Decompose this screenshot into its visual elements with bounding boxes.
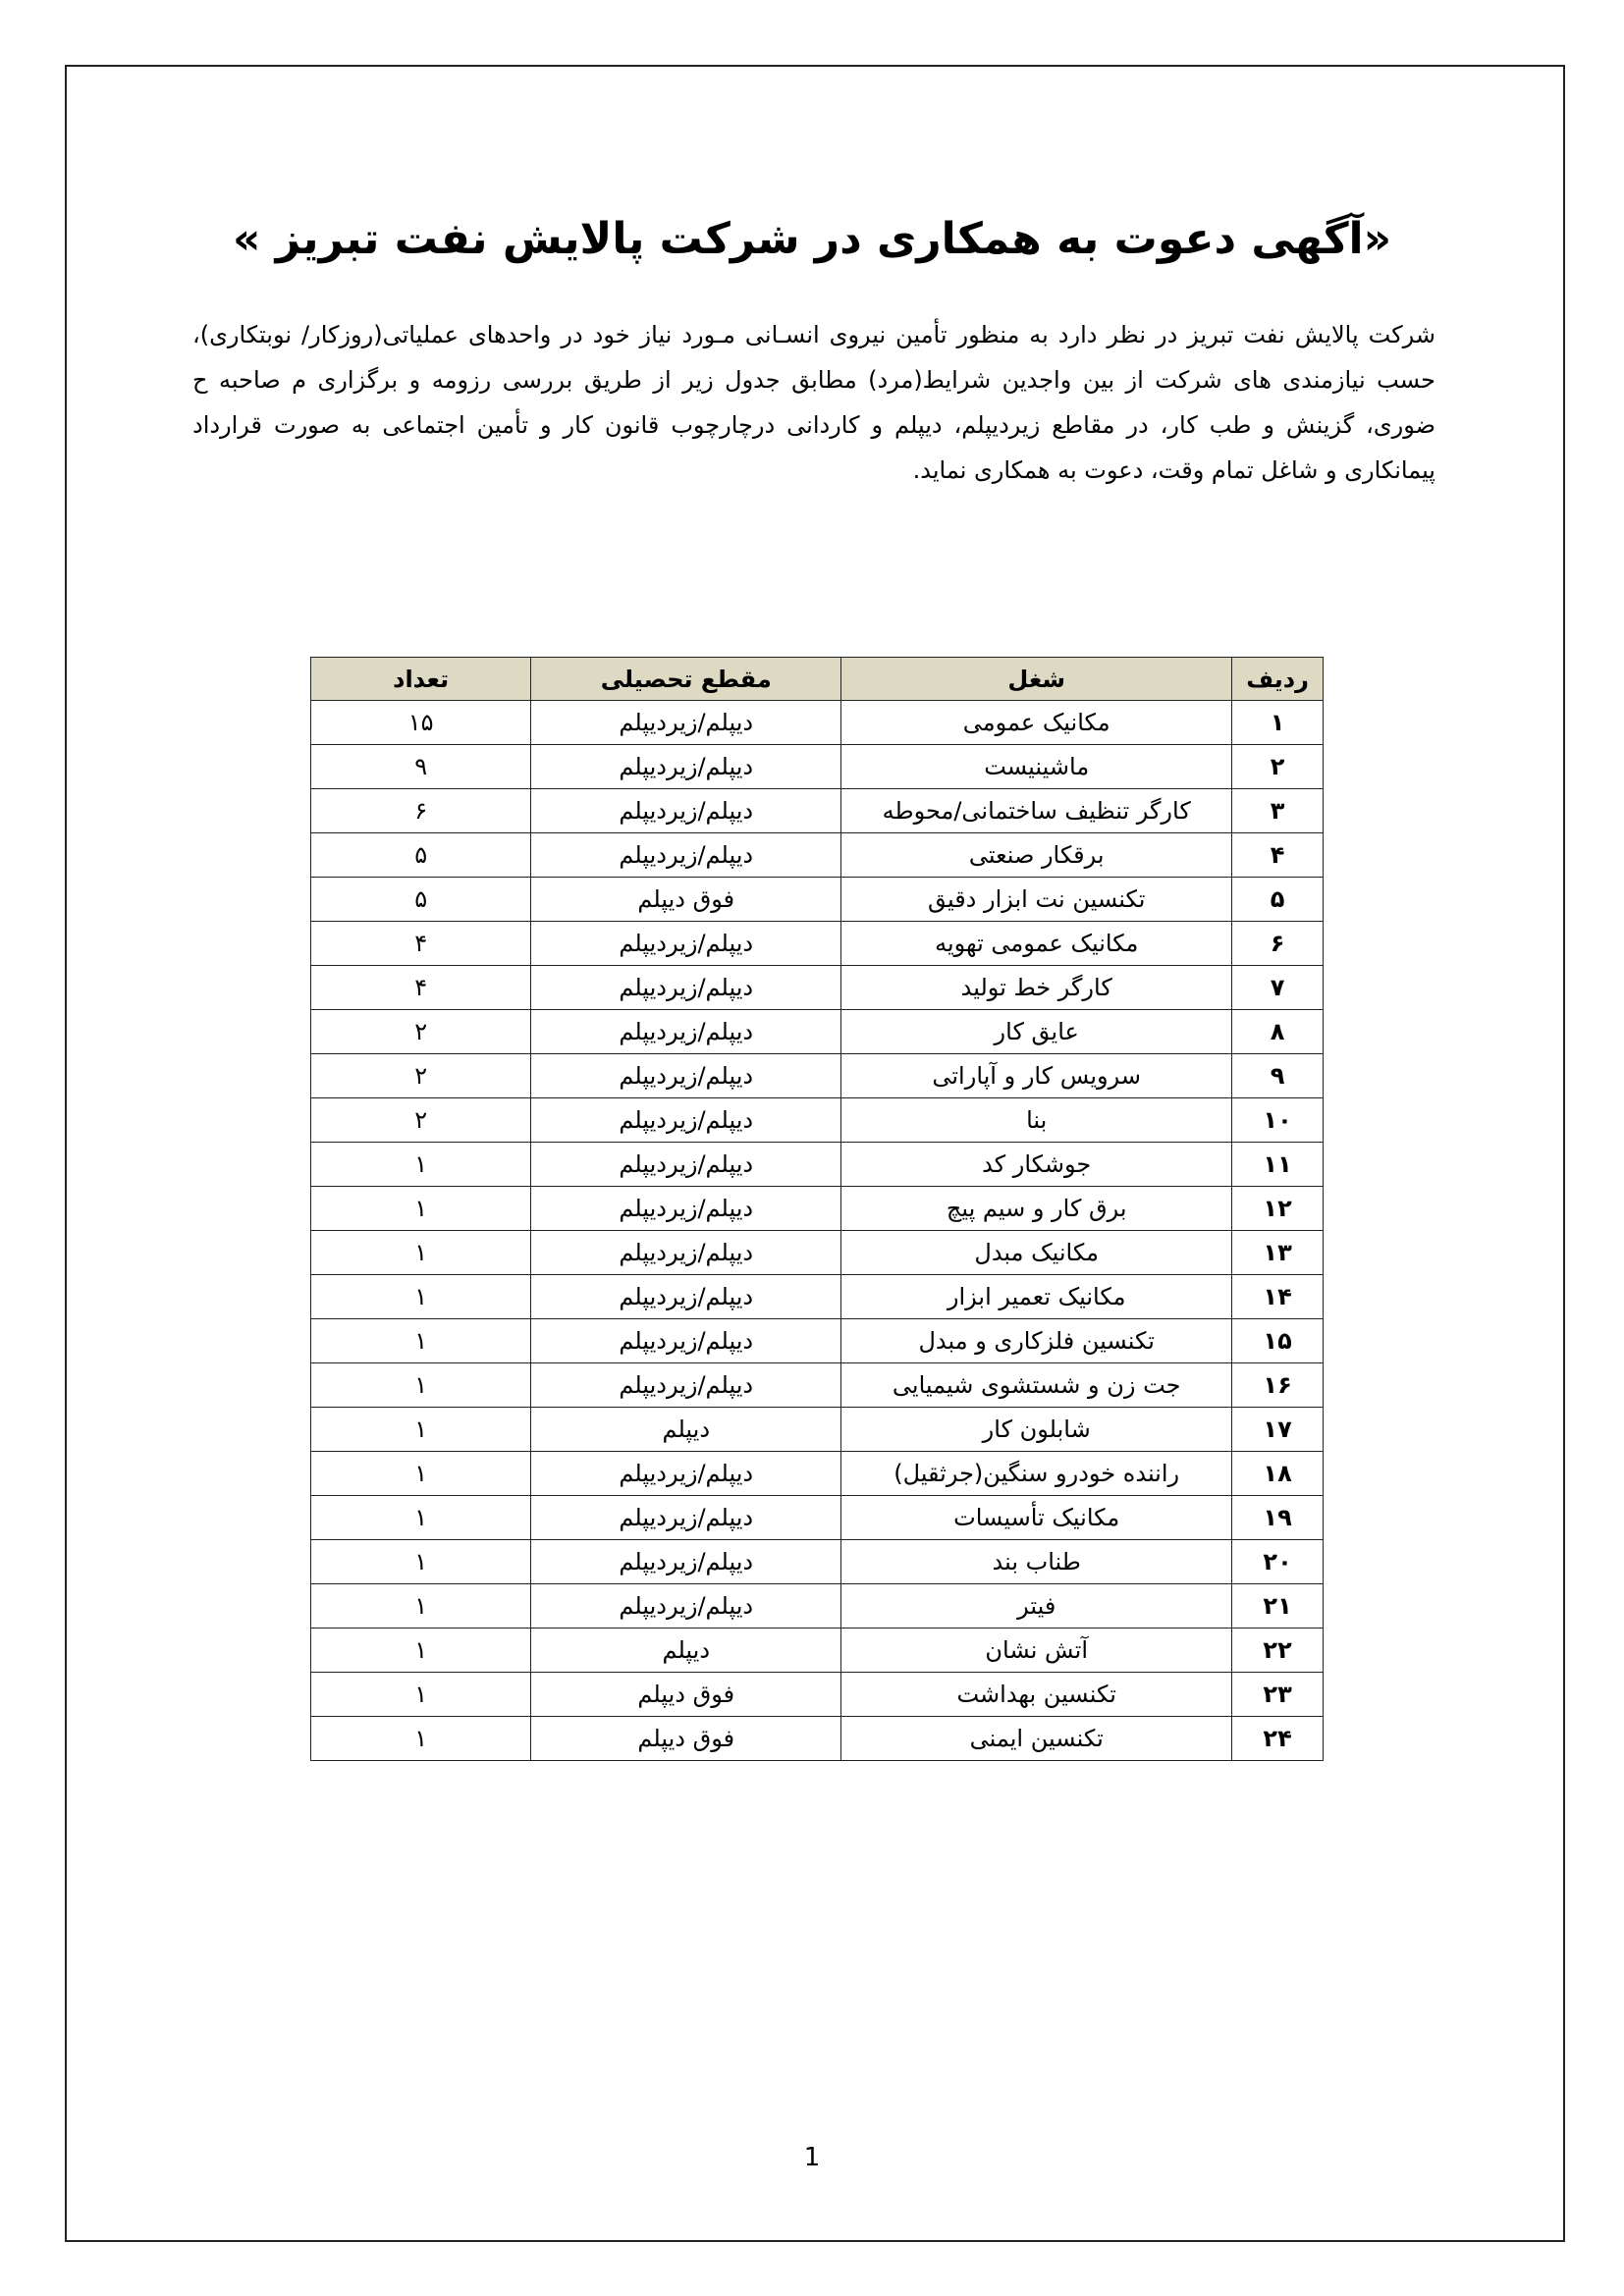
row-index: ۱۴ bbox=[1232, 1275, 1324, 1319]
row-job: مکانیک مبدل bbox=[841, 1231, 1232, 1275]
row-job: فیتر bbox=[841, 1584, 1232, 1629]
row-index: ۱۸ bbox=[1232, 1452, 1324, 1496]
table-header-row bbox=[311, 658, 1324, 701]
row-count: ۱ bbox=[311, 1231, 531, 1275]
row-count: ۲ bbox=[311, 1010, 531, 1054]
row-education: دیپلم/زیردیپلم bbox=[531, 701, 841, 745]
row-count: ۱ bbox=[311, 1540, 531, 1584]
table-row bbox=[311, 1540, 1324, 1584]
row-job: برق کار و سیم پیچ bbox=[841, 1187, 1232, 1231]
table-row bbox=[311, 1496, 1324, 1540]
row-count: ۵ bbox=[311, 878, 531, 922]
row-education: دیپلم/زیردیپلم bbox=[531, 922, 841, 966]
row-job: تکنسین نت ابزار دقیق bbox=[841, 878, 1232, 922]
row-index: ۱۲ bbox=[1232, 1187, 1324, 1231]
row-count: ۱ bbox=[311, 1673, 531, 1717]
row-count: ۶ bbox=[311, 789, 531, 833]
table-row bbox=[311, 1187, 1324, 1231]
row-education: دیپلم/زیردیپلم bbox=[531, 1496, 841, 1540]
table-row bbox=[311, 878, 1324, 922]
row-index: ۳ bbox=[1232, 789, 1324, 833]
row-education: دیپلم/زیردیپلم bbox=[531, 1540, 841, 1584]
row-index: ۱۵ bbox=[1232, 1319, 1324, 1363]
row-index: ۲۰ bbox=[1232, 1540, 1324, 1584]
row-job: بنا bbox=[841, 1098, 1232, 1143]
row-job: عایق کار bbox=[841, 1010, 1232, 1054]
row-job: تکنسین فلزکاری و مبدل bbox=[841, 1319, 1232, 1363]
jobs-table-body bbox=[311, 701, 1324, 1761]
row-index: ۲ bbox=[1232, 745, 1324, 789]
row-education: دیپلم/زیردیپلم bbox=[531, 966, 841, 1010]
row-count: ۲ bbox=[311, 1054, 531, 1098]
page-number: 1 bbox=[803, 2143, 821, 2172]
header-index: ردیف bbox=[1232, 658, 1324, 701]
row-education: دیپلم/زیردیپلم bbox=[531, 1231, 841, 1275]
table-row bbox=[311, 1143, 1324, 1187]
document-title: «آگهی دعوت به همکاری در شرکت پالایش نفت تبریز » bbox=[232, 214, 1392, 264]
row-index: ۱ bbox=[1232, 701, 1324, 745]
row-job: تکنسین بهداشت bbox=[841, 1673, 1232, 1717]
table-row bbox=[311, 1319, 1324, 1363]
row-index: ۱۱ bbox=[1232, 1143, 1324, 1187]
row-job: مکانیک تعمیر ابزار bbox=[841, 1275, 1232, 1319]
row-job: مکانیک عمومی تهویه bbox=[841, 922, 1232, 966]
table-row bbox=[311, 1275, 1324, 1319]
row-index: ۷ bbox=[1232, 966, 1324, 1010]
row-job: تکنسین ایمنی bbox=[841, 1717, 1232, 1761]
row-job: سرویس کار و آپاراتی bbox=[841, 1054, 1232, 1098]
row-job: مکانیک تأسیسات bbox=[841, 1496, 1232, 1540]
table-row bbox=[311, 745, 1324, 789]
table-row bbox=[311, 966, 1324, 1010]
table-row bbox=[311, 1408, 1324, 1452]
row-education: دیپلم/زیردیپلم bbox=[531, 1098, 841, 1143]
row-count: ۱۵ bbox=[311, 701, 531, 745]
table-row bbox=[311, 1363, 1324, 1408]
row-count: ۱ bbox=[311, 1629, 531, 1673]
row-job: جوشکار کد bbox=[841, 1143, 1232, 1187]
row-index: ۲۱ bbox=[1232, 1584, 1324, 1629]
row-count: ۵ bbox=[311, 833, 531, 878]
row-education: دیپلم/زیردیپلم bbox=[531, 1275, 841, 1319]
row-index: ۸ bbox=[1232, 1010, 1324, 1054]
row-education: دیپلم/زیردیپلم bbox=[531, 1452, 841, 1496]
row-education: فوق دیپلم bbox=[531, 1673, 841, 1717]
table-row bbox=[311, 1452, 1324, 1496]
row-education: دیپلم/زیردیپلم bbox=[531, 1363, 841, 1408]
row-education: دیپلم/زیردیپلم bbox=[531, 745, 841, 789]
row-job: کارگر خط تولید bbox=[841, 966, 1232, 1010]
row-count: ۱ bbox=[311, 1275, 531, 1319]
row-education: دیپلم bbox=[531, 1408, 841, 1452]
row-index: ۶ bbox=[1232, 922, 1324, 966]
row-job: جت زن و شستشوی شیمیایی bbox=[841, 1363, 1232, 1408]
table-row bbox=[311, 1098, 1324, 1143]
table-row bbox=[311, 1584, 1324, 1629]
row-count: ۹ bbox=[311, 745, 531, 789]
row-count: ۴ bbox=[311, 922, 531, 966]
table-row bbox=[311, 1673, 1324, 1717]
table-row bbox=[311, 1629, 1324, 1673]
row-education: دیپلم/زیردیپلم bbox=[531, 1010, 841, 1054]
row-count: ۱ bbox=[311, 1408, 531, 1452]
row-count: ۴ bbox=[311, 966, 531, 1010]
table-row bbox=[311, 1010, 1324, 1054]
table-row bbox=[311, 922, 1324, 966]
row-education: دیپلم/زیردیپلم bbox=[531, 1187, 841, 1231]
row-count: ۲ bbox=[311, 1098, 531, 1143]
intro-paragraph: شرکت پالایش نفت تبریز در نظر دارد به منظور تأمین نیروی انسـانی مـورد نیاز خود در واحدهای عملیاتی(روزکار/ نوبتکاری)، حسب نیازمندی های شرکت از بین واجدین شرایط(مرد) مطابق جدول زیر از طریق بررسی رزومه و برگزاری م صاحبه ح ضوری، گزینش و طب کار، در مقاطع زیردیپلم، دیپلم و کاردانی درچارچوب قانون کار و تأمین اجتماعی به صورت قرارداد پیمانکاری و شاغل تمام وقت، دعوت به همکاری نماید. bbox=[192, 321, 1435, 484]
table-row bbox=[311, 1717, 1324, 1761]
row-index: ۹ bbox=[1232, 1054, 1324, 1098]
row-index: ۱۰ bbox=[1232, 1098, 1324, 1143]
header-count: تعداد bbox=[311, 658, 531, 701]
row-count: ۱ bbox=[311, 1187, 531, 1231]
row-index: ۱۶ bbox=[1232, 1363, 1324, 1408]
row-job: طناب بند bbox=[841, 1540, 1232, 1584]
row-count: ۱ bbox=[311, 1452, 531, 1496]
row-job: مکانیک عمومی bbox=[841, 701, 1232, 745]
header-job: شغل bbox=[841, 658, 1232, 701]
table-row bbox=[311, 789, 1324, 833]
table-row bbox=[311, 1231, 1324, 1275]
row-count: ۱ bbox=[311, 1584, 531, 1629]
row-education: فوق دیپلم bbox=[531, 1717, 841, 1761]
row-job: راننده خودرو سنگین(جرثقیل) bbox=[841, 1452, 1232, 1496]
row-index: ۲۳ bbox=[1232, 1673, 1324, 1717]
row-job: برقکار صنعتی bbox=[841, 833, 1232, 878]
jobs-table bbox=[310, 657, 1324, 1761]
row-index: ۱۹ bbox=[1232, 1496, 1324, 1540]
row-count: ۱ bbox=[311, 1319, 531, 1363]
row-education: دیپلم/زیردیپلم bbox=[531, 1319, 841, 1363]
row-index: ۱۷ bbox=[1232, 1408, 1324, 1452]
row-job: شابلون کار bbox=[841, 1408, 1232, 1452]
row-count: ۱ bbox=[311, 1717, 531, 1761]
row-education: دیپلم/زیردیپلم bbox=[531, 1584, 841, 1629]
row-index: ۲۲ bbox=[1232, 1629, 1324, 1673]
row-job: ماشینیست bbox=[841, 745, 1232, 789]
header-education: مقطع تحصیلی bbox=[531, 658, 841, 701]
row-count: ۱ bbox=[311, 1496, 531, 1540]
row-index: ۵ bbox=[1232, 878, 1324, 922]
table-row bbox=[311, 833, 1324, 878]
table-row bbox=[311, 1054, 1324, 1098]
row-education: دیپلم/زیردیپلم bbox=[531, 833, 841, 878]
row-count: ۱ bbox=[311, 1143, 531, 1187]
row-index: ۲۴ bbox=[1232, 1717, 1324, 1761]
row-education: فوق دیپلم bbox=[531, 878, 841, 922]
row-education: دیپلم bbox=[531, 1629, 841, 1673]
row-index: ۴ bbox=[1232, 833, 1324, 878]
row-education: دیپلم/زیردیپلم bbox=[531, 1054, 841, 1098]
row-job: آتش نشان bbox=[841, 1629, 1232, 1673]
table-row bbox=[311, 701, 1324, 745]
row-education: دیپلم/زیردیپلم bbox=[531, 789, 841, 833]
row-education: دیپلم/زیردیپلم bbox=[531, 1143, 841, 1187]
row-count: ۱ bbox=[311, 1363, 531, 1408]
row-index: ۱۳ bbox=[1232, 1231, 1324, 1275]
row-job: کارگر تنظیف ساختمانی/محوطه bbox=[841, 789, 1232, 833]
